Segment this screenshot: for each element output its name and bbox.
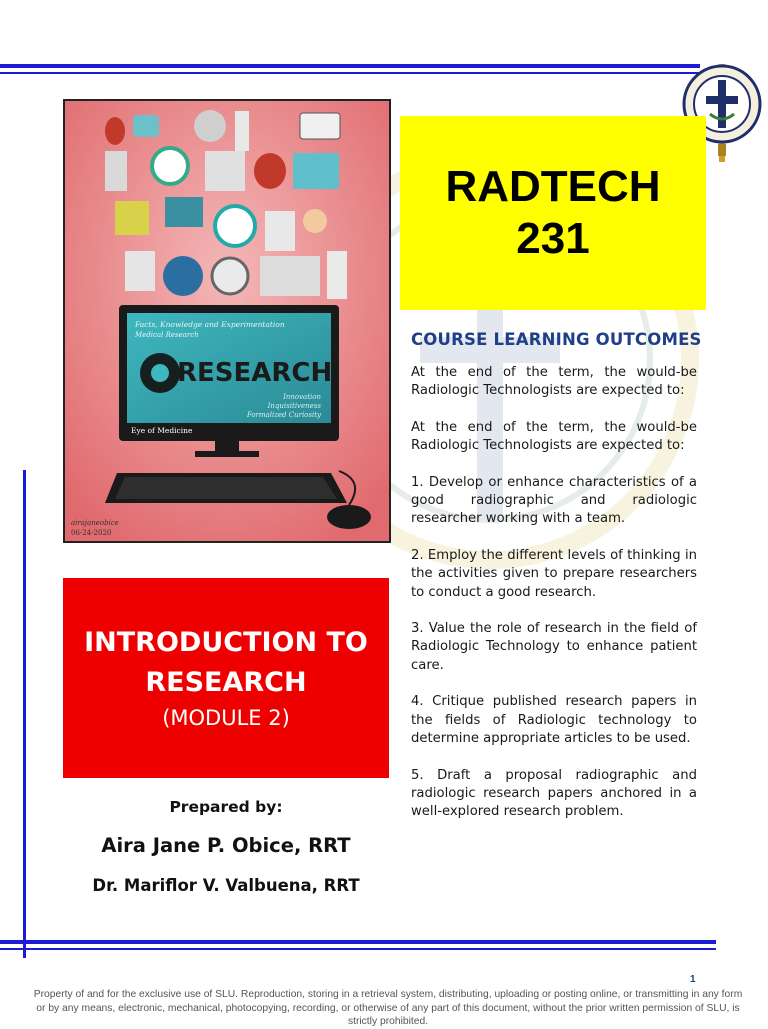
cover-date: 06-24-2020 [71,529,112,537]
course-code-line2: 231 [516,214,590,263]
outcome-paragraph: 3. Value the role of research in the field of Radiologic Technology to enhance patient care. [411,621,697,673]
screen-word-innovation: Innovation [283,393,321,401]
module-title-line1: INTRODUCTION TO [84,627,368,658]
outcomes-list [411,364,697,840]
screen-word-curiosity: Formalized Curiosity [246,411,321,419]
screen-word: RESEARCH [177,358,333,388]
module-title-box [63,578,389,778]
footer-notice: Property of and for the exclusive use of SLU. Reproduction, storing in a retrieval system, distributing, uploading or posting online, or transmitting in any form or by any means, electronic, mechanical, photocopying, recording, or otherwise of any part of this document, without the prior written permission of SLU, is strictly prohibited. [33,989,743,1027]
outcome-paragraph: At the end of the term, the would-be Radiologic Technologists are expected to: [411,419,697,454]
outcome-paragraph: 1. Develop or enhance characteristics of a good radiographic and radiologic researcher working with a team. [411,474,697,527]
bottom-rule-thin [0,948,716,950]
author-secondary: Dr. Mariflor V. Valbuena, RRT [92,876,360,895]
screen-caption: Eye of Medicine [131,426,193,435]
screen-tagline2: Medical Research [135,331,199,339]
outcomes-heading: COURSE LEARNING OUTCOMES [411,330,702,349]
screen-word-inquisitiveness: Inquisitiveness [267,402,321,410]
module-subtitle: (MODULE 2) [162,706,290,730]
module-title-line2: RESEARCH [145,667,307,698]
outcome-paragraph: 5. Draft a proposal radiographic and radiologic research papers anchored in a well-explored research problem. [411,767,697,820]
top-rule [0,64,700,68]
author-primary: Aira Jane P. Obice, RRT [101,834,351,857]
screen-tagline: Facts, Knowledge and Experimentation [135,320,285,329]
page-number: 1 [690,974,696,985]
cover-signature: airajaneobice [71,519,119,527]
left-rule [23,470,26,958]
computer-monitor [119,305,339,457]
outcome-paragraph: 2. Employ the different levels of thinking in the activities given to prepare researchers to conduct a good research. [411,547,697,600]
prepared-by-label: Prepared by: [169,798,283,816]
cover-image [63,99,391,543]
course-title-box [400,116,706,310]
outcome-paragraph: At the end of the term, the would-be Radiologic Technologists are expected to: [411,365,697,399]
top-rule-thin [0,72,700,74]
course-code-line1: RADTECH [445,162,661,211]
outcome-paragraph: 4. Critique published research papers in the fields of Radiologic technology to determine appropriate articles to be used. [411,694,697,746]
bottom-rule [0,940,716,944]
